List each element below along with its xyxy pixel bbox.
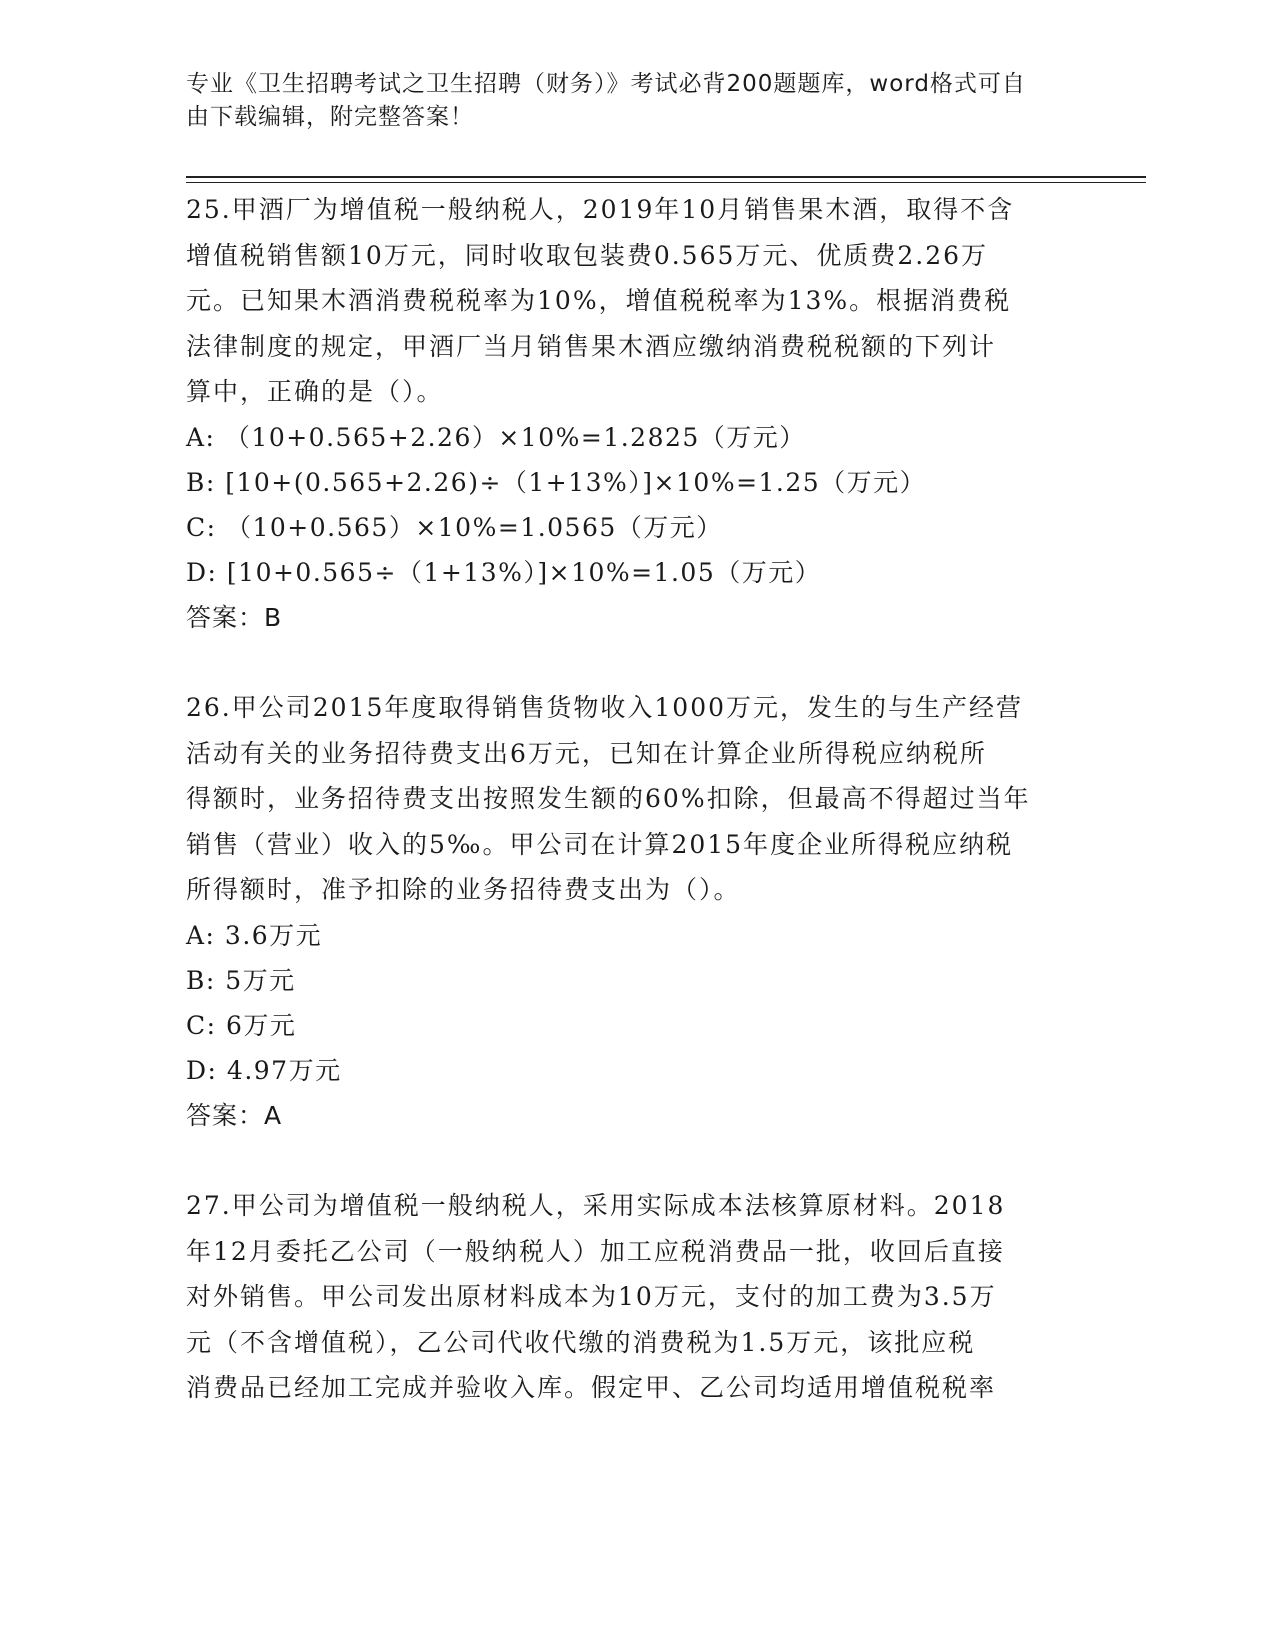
option-d: D: 4.97万元 xyxy=(186,1055,342,1085)
option-b: B: [10+(0.565+2.26)÷（1+13%）]×10%=1.25（万元） xyxy=(186,467,927,497)
question-stem xyxy=(186,1183,1086,1411)
question-27 xyxy=(186,1183,1086,1411)
option-a: A: （10+0.565+2.26）×10%=1.2825（万元） xyxy=(186,422,806,452)
stem-line: 消费品已经加工完成并验收入库。假定甲、乙公司均适用增值税税率 xyxy=(186,1373,997,1403)
option-a: A: 3.6万元 xyxy=(186,920,323,950)
question-25 xyxy=(186,187,1086,640)
stem-line: 对外销售。甲公司发出原材料成本为10万元，支付的加工费为3.5万 xyxy=(186,1282,997,1312)
question-stem xyxy=(186,685,1086,913)
option-b: B: 5万元 xyxy=(186,965,296,995)
stem-line: 算中，正确的是（）。 xyxy=(186,377,444,407)
stem-line: 27.甲公司为增值税一般纳税人，采用实际成本法核算原材料。2018 xyxy=(186,1190,1006,1220)
stem-line: 得额时，业务招待费支出按照发生额的60%扣除，但最高不得超过当年 xyxy=(186,784,1031,814)
answer-line: 答案：A xyxy=(186,1100,283,1130)
header-line-2: 由下载编辑，附完整答案！ xyxy=(186,104,474,130)
option-c: C: 6万元 xyxy=(186,1010,297,1040)
document-header xyxy=(186,68,1086,134)
option-c: C: （10+0.565）×10%=1.0565（万元） xyxy=(186,512,723,542)
stem-line: 年12月委托乙公司（一般纳税人）加工应税消费品一批，收回后直接 xyxy=(186,1236,1005,1266)
stem-line: 25.甲酒厂为增值税一般纳税人，2019年10月销售果木酒，取得不含 xyxy=(186,195,1015,224)
stem-line: 增值税销售额10万元，同时收取包装费0.565万元、优质费2.26万 xyxy=(186,240,989,270)
header-line-1: 专业《卫生招聘考试之卫生招聘（财务）》考试必背200题题库，word格式可自 xyxy=(186,71,1026,97)
question-list xyxy=(186,187,1086,1456)
stem-line: 26.甲公司2015年度取得销售货物收入1000万元，发生的与生产经营 xyxy=(186,692,1024,722)
stem-line: 活动有关的业务招待费支出6万元，已知在计算企业所得税应纳税所 xyxy=(186,738,987,768)
stem-line: 法律制度的规定，甲酒厂当月销售果木酒应缴纳消费税税额的下列计 xyxy=(186,331,997,361)
stem-line: 所得额时，准予扣除的业务招待费支出为（）。 xyxy=(186,875,741,905)
header-rule-thin xyxy=(186,182,1146,183)
stem-line: 销售（营业）收入的5‰。甲公司在计算2015年度企业所得税应纳税 xyxy=(186,829,1014,859)
question-26 xyxy=(186,685,1086,1138)
option-d: D: [10+0.565÷（1+13%）]×10%=1.05（万元） xyxy=(186,557,822,587)
stem-line: 元。已知果木酒消费税税率为10%，增值税税率为13%。根据消费税 xyxy=(186,286,1012,316)
stem-line: 元（不含增值税），乙公司代收代缴的消费税为1.5万元，该批应税 xyxy=(186,1327,976,1357)
header-rule-thick xyxy=(186,176,1146,178)
question-stem xyxy=(186,187,1086,415)
answer-line: 答案：B xyxy=(186,602,283,632)
